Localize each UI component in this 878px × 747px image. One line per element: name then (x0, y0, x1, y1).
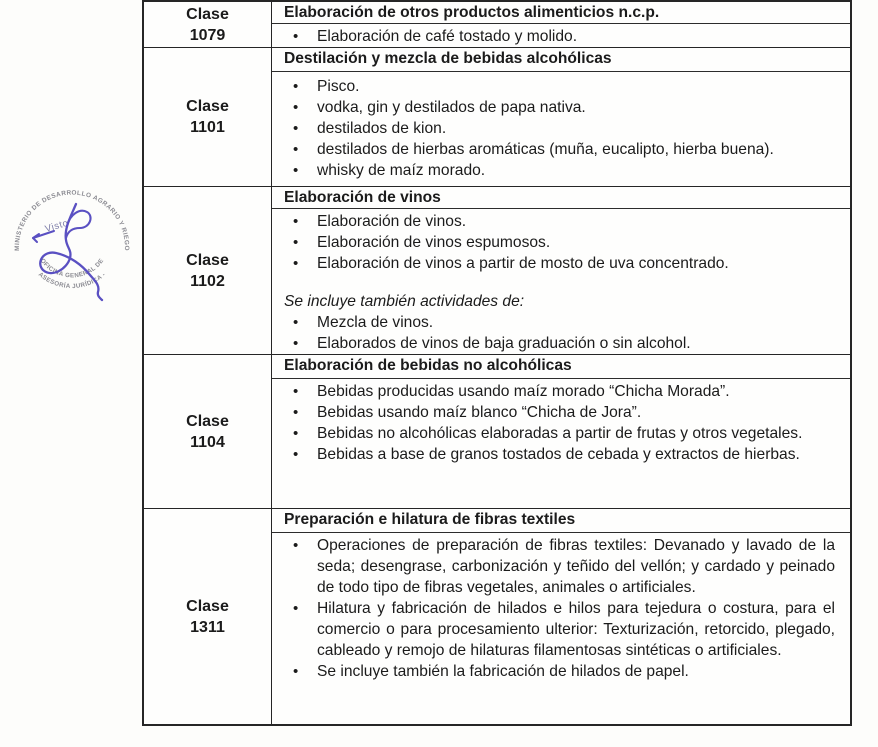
description-cell (272, 187, 850, 354)
bullet-text: destilados de kion. (317, 119, 447, 137)
bullet-text: Hilatura y fabricación de hilados e hilos para tejedura o costura, para el comercio o para procesamiento ulterior: Texturización, retorcido, plegado, cableado y remojo de hilaturas filamentosas sintéticas o artificiales. (317, 599, 835, 659)
activity-body (272, 379, 850, 465)
stamp-ministry-arc-text: MINISTERIO DE DESARROLLO AGRARIO Y RIEGO (13, 189, 131, 251)
bullet-item (284, 381, 835, 402)
bullet-item (284, 423, 835, 444)
bullet-item (284, 76, 835, 97)
activity-header: Elaboración de otros productos alimenticios n.c.p. (272, 2, 850, 24)
table-row (144, 354, 850, 508)
bullet-item (284, 444, 835, 465)
bullet-text: Elaboración de vinos espumosos. (317, 234, 551, 251)
clase-code: 1311 (190, 618, 225, 636)
bullet-text: whisky de maíz morado. (317, 161, 486, 179)
bullet-text: Bebidas producidas usando maíz morado “Chicha Morada”. (317, 382, 730, 400)
svg-text:OFICINA GENERAL DE (39, 257, 106, 279)
bullet-icon: • (293, 28, 299, 45)
clase-label: Clase (186, 412, 229, 430)
ministry-stamp (10, 186, 134, 310)
activity-body (272, 72, 850, 181)
bullet-item (284, 598, 835, 661)
description-cell (272, 48, 850, 186)
clase-label: Clase (186, 5, 229, 23)
bullet-text: destilados de hierbas aromáticas (muña, eucalipto, hierba buena). (317, 140, 774, 158)
bullet-item (284, 312, 835, 333)
bullet-icon: • (293, 662, 299, 680)
bullet-icon: • (293, 213, 299, 230)
table-row (144, 186, 850, 354)
description-cell (272, 355, 850, 508)
bullet-icon: • (293, 599, 299, 617)
clase-cell (144, 187, 272, 354)
bullet-text: Elaborados de vinos de baja graduación o sin alcohol. (317, 335, 691, 352)
activity-body (272, 24, 850, 47)
bullet-text: Elaboración de vinos. (317, 213, 467, 230)
activity-header: Elaboración de bebidas no alcohólicas (272, 355, 850, 379)
description-cell (272, 2, 850, 47)
clase-cell (144, 355, 272, 508)
bullet-item (284, 139, 835, 160)
bullet-text: Operaciones de preparación de fibras textiles: Devanado y lavado de la seda; desengrase, carbonización y teñido del vellón; y cardado y peinado de todo tipo de fibras vegetales, animales o artificiales. (317, 536, 835, 596)
svg-text:MINISTERIO DE DESARROLLO AGRAR (14, 190, 130, 251)
bullet-icon: • (293, 255, 299, 272)
bullet-item (284, 118, 835, 139)
table-row (144, 47, 850, 186)
bullet-icon: • (293, 119, 299, 137)
bullet-icon: • (293, 98, 299, 116)
bullet-icon: • (293, 140, 299, 158)
bullet-text: Bebidas no alcohólicas elaboradas a partir de frutas y otros vegetales. (317, 424, 803, 442)
bullet-text: Pisco. (317, 77, 360, 95)
bullet-text: Elaboración de vinos a partir de mosto de uva concentrado. (317, 255, 729, 272)
table-row (144, 2, 850, 47)
bullet-text: Elaboración de café tostado y molido. (317, 28, 578, 45)
bullet-text: Se incluye también la fabricación de hilados de papel. (317, 662, 689, 680)
bullet-item (284, 661, 835, 682)
clase-cell (144, 48, 272, 186)
activity-body (272, 209, 850, 354)
activity-header: Preparación e hilatura de fibras textiles (272, 509, 850, 533)
clase-code: 1101 (190, 119, 225, 136)
bullet-text: vodka, gin y destilados de papa nativa. (317, 98, 586, 116)
clase-label: Clase (186, 597, 229, 615)
bullet-icon: • (293, 234, 299, 251)
clase-label: Clase (186, 251, 229, 269)
bullet-item (284, 211, 835, 232)
stamp-visto-text: Visto (43, 217, 70, 235)
bullet-icon: • (293, 314, 299, 331)
bullet-item (284, 535, 835, 598)
note-text: Se incluye también actividades de: (284, 293, 525, 310)
bullet-icon: • (293, 161, 299, 179)
bullet-text: Bebidas usando maíz blanco “Chicha de Jora”. (317, 403, 642, 421)
stamp-office-arc-text: OFICINA GENERAL DE (38, 257, 106, 280)
activity-body (272, 533, 850, 682)
clase-code: 1079 (189, 26, 226, 44)
bullet-item (284, 402, 835, 423)
bullet-icon: • (293, 403, 299, 421)
classification-table (142, 0, 852, 726)
bullet-text: Mezcla de vinos. (317, 314, 434, 331)
table-row (144, 508, 850, 724)
bullet-item (284, 97, 835, 118)
clase-cell (144, 2, 272, 47)
bullet-icon: • (293, 424, 299, 442)
clase-code: 1104 (190, 433, 225, 451)
clase-cell (144, 509, 272, 724)
stamp-office-arc-text-2: ASESORÍA JURÍDICA - (36, 271, 108, 291)
bullet-item (284, 26, 835, 47)
blank-line (284, 274, 835, 291)
description-cell (272, 509, 850, 724)
bullet-text: Bebidas a base de granos tostados de cebada y extractos de hierbas. (317, 445, 800, 463)
bullet-icon: • (293, 335, 299, 352)
activity-header: Destilación y mezcla de bebidas alcohólicas (272, 48, 850, 72)
bullet-icon: • (293, 445, 299, 463)
activity-header: Elaboración de vinos (272, 187, 850, 209)
bullet-icon: • (293, 382, 299, 400)
bullet-item (284, 333, 835, 354)
stamp-graphic (10, 186, 134, 310)
clase-label: Clase (186, 98, 229, 115)
bullet-icon: • (293, 536, 299, 554)
bullet-item (284, 160, 835, 181)
bullet-item (284, 253, 835, 274)
clase-code: 1102 (190, 272, 225, 290)
bullet-icon: • (293, 77, 299, 95)
bullet-item (284, 232, 835, 253)
